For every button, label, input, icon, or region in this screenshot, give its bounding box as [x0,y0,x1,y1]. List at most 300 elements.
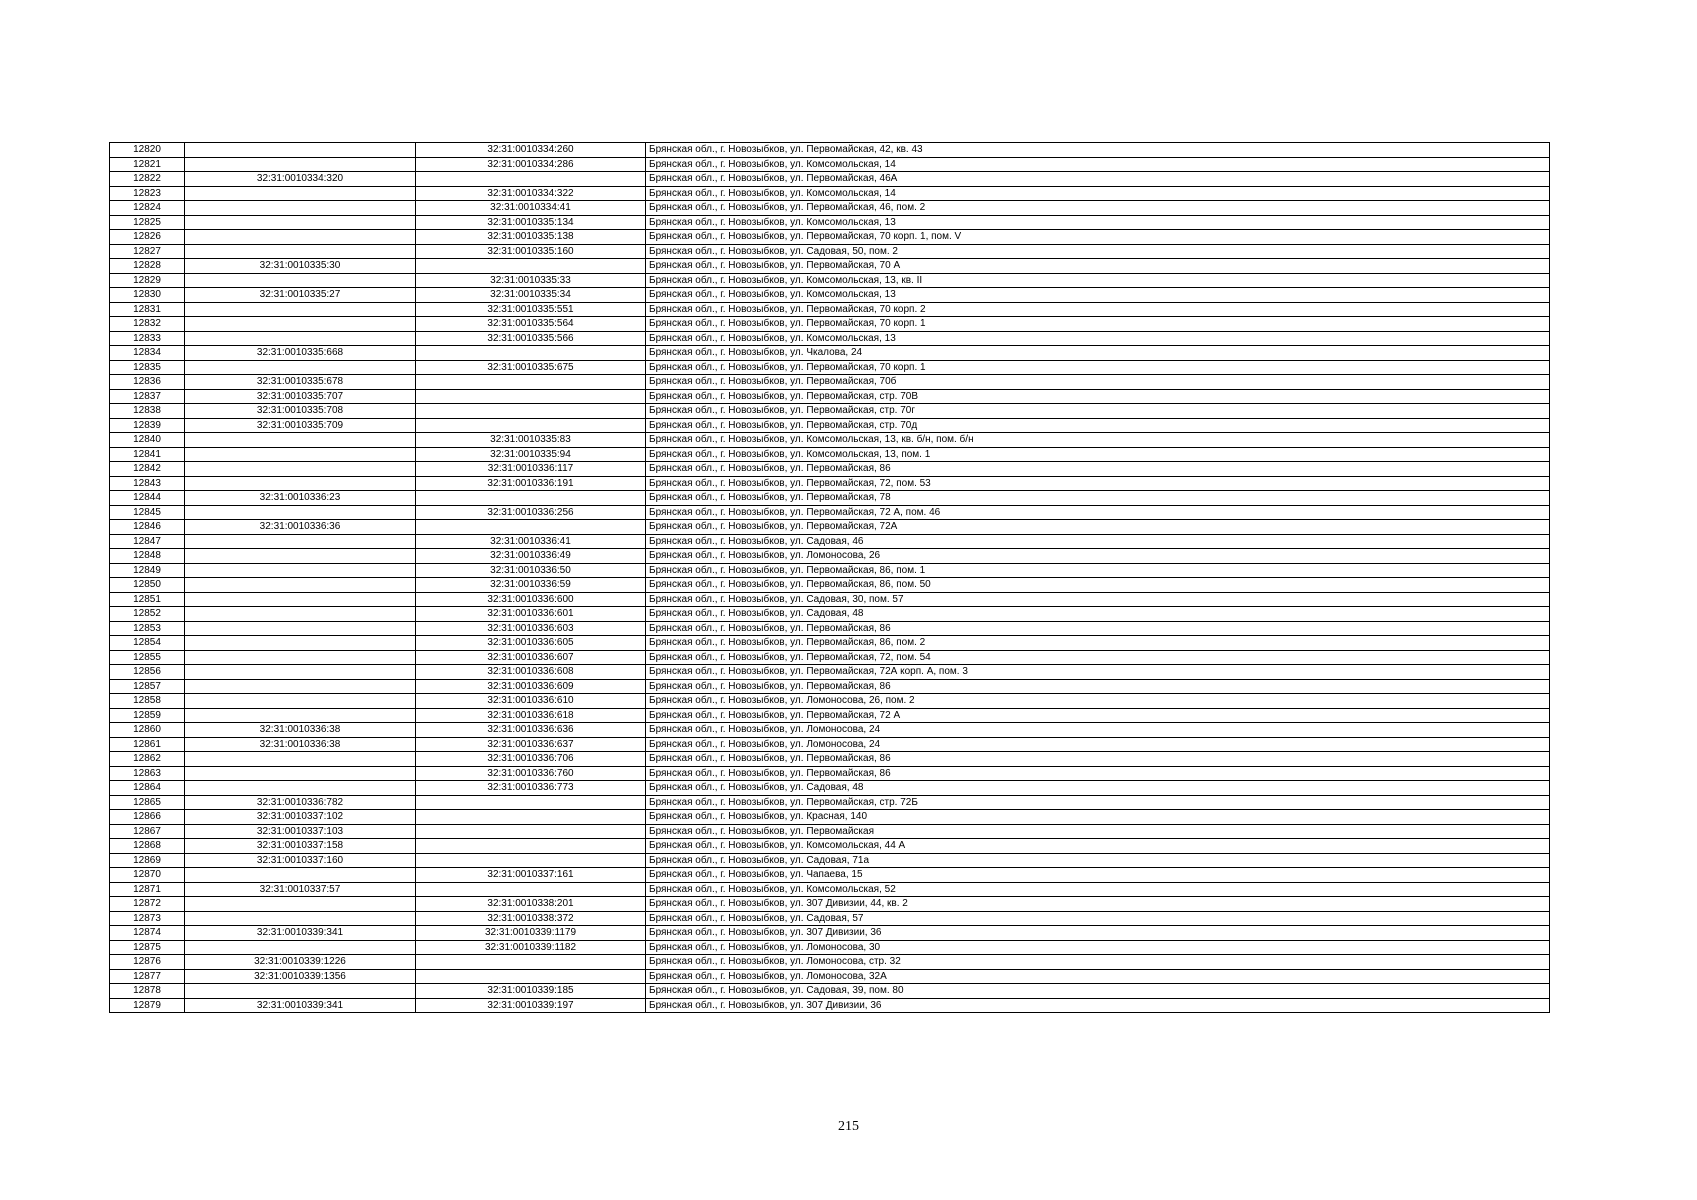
row-number-cell: 12871 [110,882,185,897]
table-row [110,505,1550,520]
address-cell: Брянская обл., г. Новозыбков, ул. Первомайская, 72А [646,520,1550,535]
table-row [110,201,1550,216]
address-cell: Брянская обл., г. Новозыбков, ул. Садовая, 57 [646,911,1550,926]
address-cell: Брянская обл., г. Новозыбков, ул. Первомайская, 86 [646,621,1550,636]
address-cell: Брянская обл., г. Новозыбков, ул. Ломоносова, 26 [646,549,1550,564]
building-cadastral-number-cell: 32:31:0010334:260 [416,143,646,158]
land-cadastral-number-cell [185,897,416,912]
address-cell: Брянская обл., г. Новозыбков, ул. Первомайская, 70 корп. 2 [646,302,1550,317]
building-cadastral-number-cell: 32:31:0010334:322 [416,186,646,201]
address-cell: Брянская обл., г. Новозыбков, ул. 307 Дивизии, 36 [646,926,1550,941]
address-cell: Брянская обл., г. Новозыбков, ул. Садовая, 46 [646,534,1550,549]
address-cell: Брянская обл., г. Новозыбков, ул. Ломоносова, 32А [646,969,1550,984]
table-row [110,346,1550,361]
land-cadastral-number-cell: 32:31:0010339:1226 [185,955,416,970]
land-cadastral-number-cell [185,505,416,520]
row-number-cell: 12843 [110,476,185,491]
building-cadastral-number-cell: 32:31:0010335:134 [416,215,646,230]
land-cadastral-number-cell: 32:31:0010337:57 [185,882,416,897]
land-cadastral-number-cell: 32:31:0010335:708 [185,404,416,419]
table-row [110,360,1550,375]
address-cell: Брянская обл., г. Новозыбков, ул. Садовая, 50, пом. 2 [646,244,1550,259]
table-row [110,926,1550,941]
land-cadastral-number-cell [185,230,416,245]
building-cadastral-number-cell: 32:31:0010336:618 [416,708,646,723]
land-cadastral-number-cell [185,302,416,317]
table-row [110,737,1550,752]
building-cadastral-number-cell: 32:31:0010334:41 [416,201,646,216]
address-cell: Брянская обл., г. Новозыбков, ул. Садовая, 71а [646,853,1550,868]
row-number-cell: 12869 [110,853,185,868]
row-number-cell: 12823 [110,186,185,201]
address-cell: Брянская обл., г. Новозыбков, ул. Садовая, 39, пом. 80 [646,984,1550,999]
address-cell: Брянская обл., г. Новозыбков, ул. Комсомольская, 13 [646,215,1550,230]
building-cadastral-number-cell: 32:31:0010336:636 [416,723,646,738]
row-number-cell: 12863 [110,766,185,781]
address-cell: Брянская обл., г. Новозыбков, ул. Ломоносова, 24 [646,723,1550,738]
land-cadastral-number-cell [185,984,416,999]
address-cell: Брянская обл., г. Новозыбков, ул. Первомайская, 72, пом. 54 [646,650,1550,665]
table-row [110,824,1550,839]
land-cadastral-number-cell [185,447,416,462]
table-row [110,418,1550,433]
table-row [110,665,1550,680]
land-cadastral-number-cell: 32:31:0010336:38 [185,723,416,738]
address-cell: Брянская обл., г. Новозыбков, ул. Чкалова, 24 [646,346,1550,361]
address-cell: Брянская обл., г. Новозыбков, ул. Первомайская, 86 [646,766,1550,781]
row-number-cell: 12872 [110,897,185,912]
land-cadastral-number-cell [185,244,416,259]
land-cadastral-number-cell [185,563,416,578]
address-cell: Брянская обл., г. Новозыбков, ул. Чапаева, 15 [646,868,1550,883]
address-cell: Брянская обл., г. Новозыбков, ул. Первомайская, 70 корп. 1, пом. V [646,230,1550,245]
row-number-cell: 12879 [110,998,185,1013]
building-cadastral-number-cell [416,969,646,984]
row-number-cell: 12873 [110,911,185,926]
building-cadastral-number-cell: 32:31:0010336:637 [416,737,646,752]
land-cadastral-number-cell [185,636,416,651]
building-cadastral-number-cell: 32:31:0010338:201 [416,897,646,912]
page-number: 215 [838,1119,859,1134]
row-number-cell: 12846 [110,520,185,535]
building-cadastral-number-cell: 32:31:0010339:1182 [416,940,646,955]
row-number-cell: 12836 [110,375,185,390]
land-cadastral-number-cell [185,273,416,288]
row-number-cell: 12868 [110,839,185,854]
land-cadastral-number-cell [185,607,416,622]
building-cadastral-number-cell [416,795,646,810]
row-number-cell: 12857 [110,679,185,694]
land-cadastral-number-cell: 32:31:0010336:36 [185,520,416,535]
building-cadastral-number-cell: 32:31:0010339:1179 [416,926,646,941]
address-cell: Брянская обл., г. Новозыбков, ул. Первомайская, 86 [646,679,1550,694]
table-row [110,273,1550,288]
row-number-cell: 12867 [110,824,185,839]
building-cadastral-number-cell: 32:31:0010335:564 [416,317,646,332]
building-cadastral-number-cell: 32:31:0010336:256 [416,505,646,520]
row-number-cell: 12825 [110,215,185,230]
table-row [110,520,1550,535]
land-cadastral-number-cell [185,476,416,491]
building-cadastral-number-cell: 32:31:0010336:601 [416,607,646,622]
row-number-cell: 12830 [110,288,185,303]
table-row [110,984,1550,999]
address-cell: Брянская обл., г. Новозыбков, ул. Первомайская, стр. 70г [646,404,1550,419]
land-cadastral-number-cell [185,433,416,448]
building-cadastral-number-cell: 32:31:0010339:197 [416,998,646,1013]
address-cell: Брянская обл., г. Новозыбков, ул. Первомайская, стр. 70д [646,418,1550,433]
address-cell: Брянская обл., г. Новозыбков, ул. Комсомольская, 44 А [646,839,1550,854]
land-cadastral-number-cell [185,578,416,593]
row-number-cell: 12827 [110,244,185,259]
table-row [110,882,1550,897]
land-cadastral-number-cell: 32:31:0010335:668 [185,346,416,361]
row-number-cell: 12858 [110,694,185,709]
row-number-cell: 12832 [110,317,185,332]
row-number-cell: 12833 [110,331,185,346]
address-cell: Брянская обл., г. Новозыбков, ул. Комсомольская, 14 [646,157,1550,172]
table-row [110,491,1550,506]
address-cell: Брянская обл., г. Новозыбков, ул. Комсомольская, 13 [646,288,1550,303]
table-row [110,998,1550,1013]
row-number-cell: 12875 [110,940,185,955]
table-row [110,288,1550,303]
table-row [110,795,1550,810]
address-cell: Брянская обл., г. Новозыбков, ул. Первомайская, 70б [646,375,1550,390]
land-cadastral-number-cell: 32:31:0010335:709 [185,418,416,433]
land-cadastral-number-cell: 32:31:0010337:160 [185,853,416,868]
building-cadastral-number-cell [416,520,646,535]
table-row [110,447,1550,462]
row-number-cell: 12853 [110,621,185,636]
building-cadastral-number-cell: 32:31:0010336:706 [416,752,646,767]
row-number-cell: 12852 [110,607,185,622]
table-row [110,839,1550,854]
table-row [110,317,1550,332]
land-cadastral-number-cell [185,868,416,883]
building-cadastral-number-cell: 32:31:0010337:161 [416,868,646,883]
table-row [110,389,1550,404]
table-row [110,723,1550,738]
row-number-cell: 12844 [110,491,185,506]
table-row [110,650,1550,665]
table-row [110,302,1550,317]
building-cadastral-number-cell [416,389,646,404]
building-cadastral-number-cell: 32:31:0010335:34 [416,288,646,303]
row-number-cell: 12865 [110,795,185,810]
table-row [110,549,1550,564]
address-cell: Брянская обл., г. Новозыбков, ул. Первомайская, 86, пом. 2 [646,636,1550,651]
land-cadastral-number-cell [185,157,416,172]
building-cadastral-number-cell: 32:31:0010336:760 [416,766,646,781]
building-cadastral-number-cell: 32:31:0010336:773 [416,781,646,796]
row-number-cell: 12838 [110,404,185,419]
land-cadastral-number-cell [185,708,416,723]
address-cell: Брянская обл., г. Новозыбков, ул. Красная, 140 [646,810,1550,825]
land-cadastral-number-cell: 32:31:0010337:158 [185,839,416,854]
building-cadastral-number-cell: 32:31:0010336:608 [416,665,646,680]
building-cadastral-number-cell: 32:31:0010335:160 [416,244,646,259]
land-cadastral-number-cell: 32:31:0010334:320 [185,172,416,187]
row-number-cell: 12822 [110,172,185,187]
row-number-cell: 12820 [110,143,185,158]
row-number-cell: 12870 [110,868,185,883]
building-cadastral-number-cell: 32:31:0010335:566 [416,331,646,346]
row-number-cell: 12878 [110,984,185,999]
address-cell: Брянская обл., г. Новозыбков, ул. Ломоносова, стр. 32 [646,955,1550,970]
building-cadastral-number-cell: 32:31:0010334:286 [416,157,646,172]
land-cadastral-number-cell: 32:31:0010339:1356 [185,969,416,984]
building-cadastral-number-cell: 32:31:0010336:600 [416,592,646,607]
building-cadastral-number-cell [416,824,646,839]
table-row [110,143,1550,158]
building-cadastral-number-cell: 32:31:0010335:94 [416,447,646,462]
land-cadastral-number-cell: 32:31:0010336:782 [185,795,416,810]
land-cadastral-number-cell [185,186,416,201]
land-cadastral-number-cell [185,462,416,477]
land-cadastral-number-cell: 32:31:0010335:707 [185,389,416,404]
land-cadastral-number-cell [185,679,416,694]
address-cell: Брянская обл., г. Новозыбков, ул. Ломоносова, 24 [646,737,1550,752]
row-number-cell: 12824 [110,201,185,216]
address-cell: Брянская обл., г. Новозыбков, ул. Первомайская, 86, пом. 50 [646,578,1550,593]
address-cell: Брянская обл., г. Новозыбков, ул. Комсомольская, 13, пом. 1 [646,447,1550,462]
table-row [110,694,1550,709]
row-number-cell: 12839 [110,418,185,433]
land-cadastral-number-cell: 32:31:0010335:30 [185,259,416,274]
table-row [110,752,1550,767]
row-number-cell: 12841 [110,447,185,462]
address-cell: Брянская обл., г. Новозыбков, ул. Первомайская, 86, пом. 1 [646,563,1550,578]
address-cell: Брянская обл., г. Новозыбков, ул. Первомайская, 42, кв. 43 [646,143,1550,158]
address-cell: Брянская обл., г. Новозыбков, ул. 307 Дивизии, 36 [646,998,1550,1013]
address-cell: Брянская обл., г. Новозыбков, ул. Первомайская, 72, пом. 53 [646,476,1550,491]
row-number-cell: 12854 [110,636,185,651]
land-cadastral-number-cell [185,143,416,158]
address-cell: Брянская обл., г. Новозыбков, ул. Первомайская [646,824,1550,839]
building-cadastral-number-cell [416,491,646,506]
address-cell: Брянская обл., г. Новозыбков, ул. Комсомольская, 52 [646,882,1550,897]
row-number-cell: 12837 [110,389,185,404]
table-row [110,578,1550,593]
row-number-cell: 12829 [110,273,185,288]
registry-table-body [110,143,1550,1013]
address-cell: Брянская обл., г. Новозыбков, ул. Первомайская, 46, пом. 2 [646,201,1550,216]
row-number-cell: 12831 [110,302,185,317]
table-row [110,868,1550,883]
row-number-cell: 12845 [110,505,185,520]
table-row [110,172,1550,187]
row-number-cell: 12851 [110,592,185,607]
table-row [110,607,1550,622]
table-row [110,331,1550,346]
table-row [110,766,1550,781]
land-cadastral-number-cell: 32:31:0010335:678 [185,375,416,390]
table-row [110,157,1550,172]
row-number-cell: 12834 [110,346,185,361]
row-number-cell: 12840 [110,433,185,448]
row-number-cell: 12862 [110,752,185,767]
land-cadastral-number-cell [185,331,416,346]
address-cell: Брянская обл., г. Новозыбков, ул. Первомайская, стр. 70В [646,389,1550,404]
building-cadastral-number-cell: 32:31:0010338:372 [416,911,646,926]
building-cadastral-number-cell: 32:31:0010336:41 [416,534,646,549]
land-cadastral-number-cell [185,766,416,781]
address-cell: Брянская обл., г. Новозыбков, ул. Комсомольская, 13 [646,331,1550,346]
building-cadastral-number-cell: 32:31:0010336:49 [416,549,646,564]
land-cadastral-number-cell [185,940,416,955]
address-cell: Брянская обл., г. Новозыбков, ул. Ломоносова, 30 [646,940,1550,955]
building-cadastral-number-cell [416,810,646,825]
row-number-cell: 12847 [110,534,185,549]
table-row [110,592,1550,607]
address-cell: Брянская обл., г. Новозыбков, ул. Первомайская, 46А [646,172,1550,187]
address-cell: Брянская обл., г. Новозыбков, ул. Первомайская, 78 [646,491,1550,506]
building-cadastral-number-cell: 32:31:0010335:551 [416,302,646,317]
land-cadastral-number-cell [185,317,416,332]
land-cadastral-number-cell: 32:31:0010339:341 [185,926,416,941]
row-number-cell: 12876 [110,955,185,970]
row-number-cell: 12826 [110,230,185,245]
land-cadastral-number-cell [185,201,416,216]
table-row [110,636,1550,651]
land-cadastral-number-cell [185,549,416,564]
land-cadastral-number-cell [185,752,416,767]
row-number-cell: 12860 [110,723,185,738]
address-cell: Брянская обл., г. Новозыбков, ул. Первомайская, 70 корп. 1 [646,317,1550,332]
table-row [110,897,1550,912]
table-row [110,476,1550,491]
table-row [110,563,1550,578]
land-cadastral-number-cell [185,534,416,549]
building-cadastral-number-cell [416,839,646,854]
table-row [110,433,1550,448]
land-cadastral-number-cell: 32:31:0010336:38 [185,737,416,752]
row-number-cell: 12850 [110,578,185,593]
table-row [110,621,1550,636]
table-row [110,186,1550,201]
table-row [110,708,1550,723]
building-cadastral-number-cell [416,853,646,868]
address-cell: Брянская обл., г. Новозыбков, ул. Первомайская, стр. 72Б [646,795,1550,810]
row-number-cell: 12856 [110,665,185,680]
land-cadastral-number-cell [185,665,416,680]
table-row [110,534,1550,549]
land-cadastral-number-cell [185,781,416,796]
building-cadastral-number-cell: 32:31:0010336:117 [416,462,646,477]
building-cadastral-number-cell [416,346,646,361]
row-number-cell: 12821 [110,157,185,172]
land-cadastral-number-cell [185,650,416,665]
land-cadastral-number-cell [185,360,416,375]
land-cadastral-number-cell: 32:31:0010337:102 [185,810,416,825]
address-cell: Брянская обл., г. Новозыбков, ул. Садовая, 48 [646,607,1550,622]
table-row [110,810,1550,825]
address-cell: Брянская обл., г. Новозыбков, ул. Первомайская, 72 А, пом. 46 [646,505,1550,520]
table-row [110,230,1550,245]
building-cadastral-number-cell: 32:31:0010335:83 [416,433,646,448]
row-number-cell: 12859 [110,708,185,723]
building-cadastral-number-cell: 32:31:0010336:191 [416,476,646,491]
table-row [110,259,1550,274]
building-cadastral-number-cell: 32:31:0010336:607 [416,650,646,665]
land-cadastral-number-cell [185,621,416,636]
address-cell: Брянская обл., г. Новозыбков, ул. Первомайская, 72 А [646,708,1550,723]
land-cadastral-number-cell: 32:31:0010335:27 [185,288,416,303]
address-cell: Брянская обл., г. Новозыбков, ул. Первомайская, 70 корп. 1 [646,360,1550,375]
land-cadastral-number-cell [185,215,416,230]
building-cadastral-number-cell: 32:31:0010336:59 [416,578,646,593]
address-cell: Брянская обл., г. Новозыбков, ул. Комсомольская, 14 [646,186,1550,201]
row-number-cell: 12864 [110,781,185,796]
row-number-cell: 12828 [110,259,185,274]
row-number-cell: 12861 [110,737,185,752]
row-number-cell: 12877 [110,969,185,984]
building-cadastral-number-cell: 32:31:0010336:605 [416,636,646,651]
row-number-cell: 12835 [110,360,185,375]
address-cell: Брянская обл., г. Новозыбков, ул. Первомайская, 70 А [646,259,1550,274]
row-number-cell: 12848 [110,549,185,564]
address-cell: Брянская обл., г. Новозыбков, ул. Первомайская, 86 [646,752,1550,767]
row-number-cell: 12855 [110,650,185,665]
table-row [110,940,1550,955]
building-cadastral-number-cell: 32:31:0010336:610 [416,694,646,709]
building-cadastral-number-cell [416,259,646,274]
building-cadastral-number-cell [416,418,646,433]
table-row [110,244,1550,259]
address-cell: Брянская обл., г. Новозыбков, ул. Комсомольская, 13, кв. II [646,273,1550,288]
row-number-cell: 12849 [110,563,185,578]
address-cell: Брянская обл., г. Новозыбков, ул. Первомайская, 86 [646,462,1550,477]
row-number-cell: 12842 [110,462,185,477]
table-row [110,955,1550,970]
table-row [110,781,1550,796]
building-cadastral-number-cell [416,882,646,897]
building-cadastral-number-cell: 32:31:0010339:185 [416,984,646,999]
row-number-cell: 12874 [110,926,185,941]
table-row [110,853,1550,868]
building-cadastral-number-cell: 32:31:0010335:33 [416,273,646,288]
table-row [110,375,1550,390]
building-cadastral-number-cell [416,375,646,390]
building-cadastral-number-cell: 32:31:0010335:675 [416,360,646,375]
table-row [110,404,1550,419]
address-cell: Брянская обл., г. Новозыбков, ул. Комсомольская, 13, кв. б/н, пом. б/н [646,433,1550,448]
row-number-cell: 12866 [110,810,185,825]
building-cadastral-number-cell [416,172,646,187]
address-cell: Брянская обл., г. Новозыбков, ул. Ломоносова, 26, пом. 2 [646,694,1550,709]
table-row [110,215,1550,230]
building-cadastral-number-cell: 32:31:0010335:138 [416,230,646,245]
table-row [110,462,1550,477]
table-row [110,969,1550,984]
address-cell: Брянская обл., г. Новозыбков, ул. Садовая, 30, пом. 57 [646,592,1550,607]
table-row [110,679,1550,694]
land-cadastral-number-cell: 32:31:0010336:23 [185,491,416,506]
land-cadastral-number-cell: 32:31:0010337:103 [185,824,416,839]
building-cadastral-number-cell [416,404,646,419]
address-cell: Брянская обл., г. Новозыбков, ул. Садовая, 48 [646,781,1550,796]
registry-table [109,142,1550,1013]
building-cadastral-number-cell: 32:31:0010336:609 [416,679,646,694]
land-cadastral-number-cell: 32:31:0010339:341 [185,998,416,1013]
building-cadastral-number-cell: 32:31:0010336:50 [416,563,646,578]
building-cadastral-number-cell [416,955,646,970]
land-cadastral-number-cell [185,592,416,607]
address-cell: Брянская обл., г. Новозыбков, ул. 307 Дивизии, 44, кв. 2 [646,897,1550,912]
land-cadastral-number-cell [185,694,416,709]
land-cadastral-number-cell [185,911,416,926]
